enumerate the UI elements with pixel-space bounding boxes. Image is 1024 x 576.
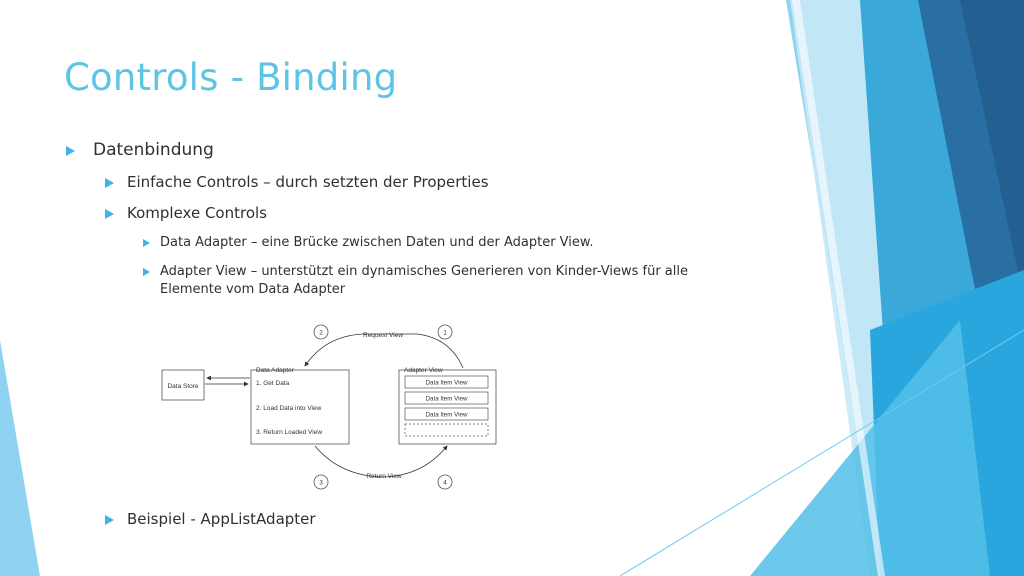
bullet-adapter-view-line1: Adapter View – unterstützt ein dynamisches Generieren von Kinder-Views für alle [160, 264, 688, 279]
step-number-4: 4 [443, 479, 447, 487]
bullet-arrow-icon [105, 209, 114, 219]
bullet-beispiel: Beispiel - AppListAdapter [127, 510, 316, 528]
bullet-adapter-view-line2: Elemente vom Data Adapter [160, 282, 346, 297]
bg-left-sliver [0, 340, 40, 576]
bullet-arrow-icon [143, 268, 150, 276]
bullet-komplexe-controls: Komplexe Controls [127, 204, 267, 222]
data-adapter-step-2: 2. Load Data into View [256, 405, 322, 412]
data-adapter-title: Data Adapter [256, 367, 294, 374]
bullet-arrow-icon [143, 239, 150, 247]
bullet-arrow-icon [105, 515, 114, 525]
request-view-label: Request View [363, 332, 403, 339]
bullet-arrow-icon [66, 146, 75, 156]
arc-request-view [305, 334, 463, 368]
bullet-datenbindung: Datenbindung [93, 140, 214, 160]
return-view-label: Return View [366, 473, 402, 480]
step-number-3: 3 [319, 479, 323, 487]
data-item-view-label: Data Item View [425, 379, 468, 387]
bullet-arrow-icon [105, 178, 114, 188]
adapter-diagram [155, 318, 505, 498]
empty-item-placeholder [405, 424, 488, 436]
bullet-data-adapter: Data Adapter – eine Brücke zwischen Daten und der Adapter View. [160, 235, 594, 250]
bullet-einfache-controls: Einfache Controls – durch setzten der Properties [127, 173, 489, 191]
data-item-view-label: Data Item View [425, 411, 468, 419]
page-title: Controls - Binding [64, 56, 398, 99]
data-adapter-step-1: 1. Get Data [256, 380, 290, 387]
step-number-1: 1 [443, 329, 447, 337]
data-item-view-label: Data Item View [425, 395, 468, 403]
adapter-view-title: Adapter View [404, 367, 443, 374]
step-number-2: 2 [319, 329, 323, 337]
data-store-label: Data Store [167, 383, 199, 390]
data-adapter-step-3: 3. Return Loaded View [256, 429, 323, 436]
